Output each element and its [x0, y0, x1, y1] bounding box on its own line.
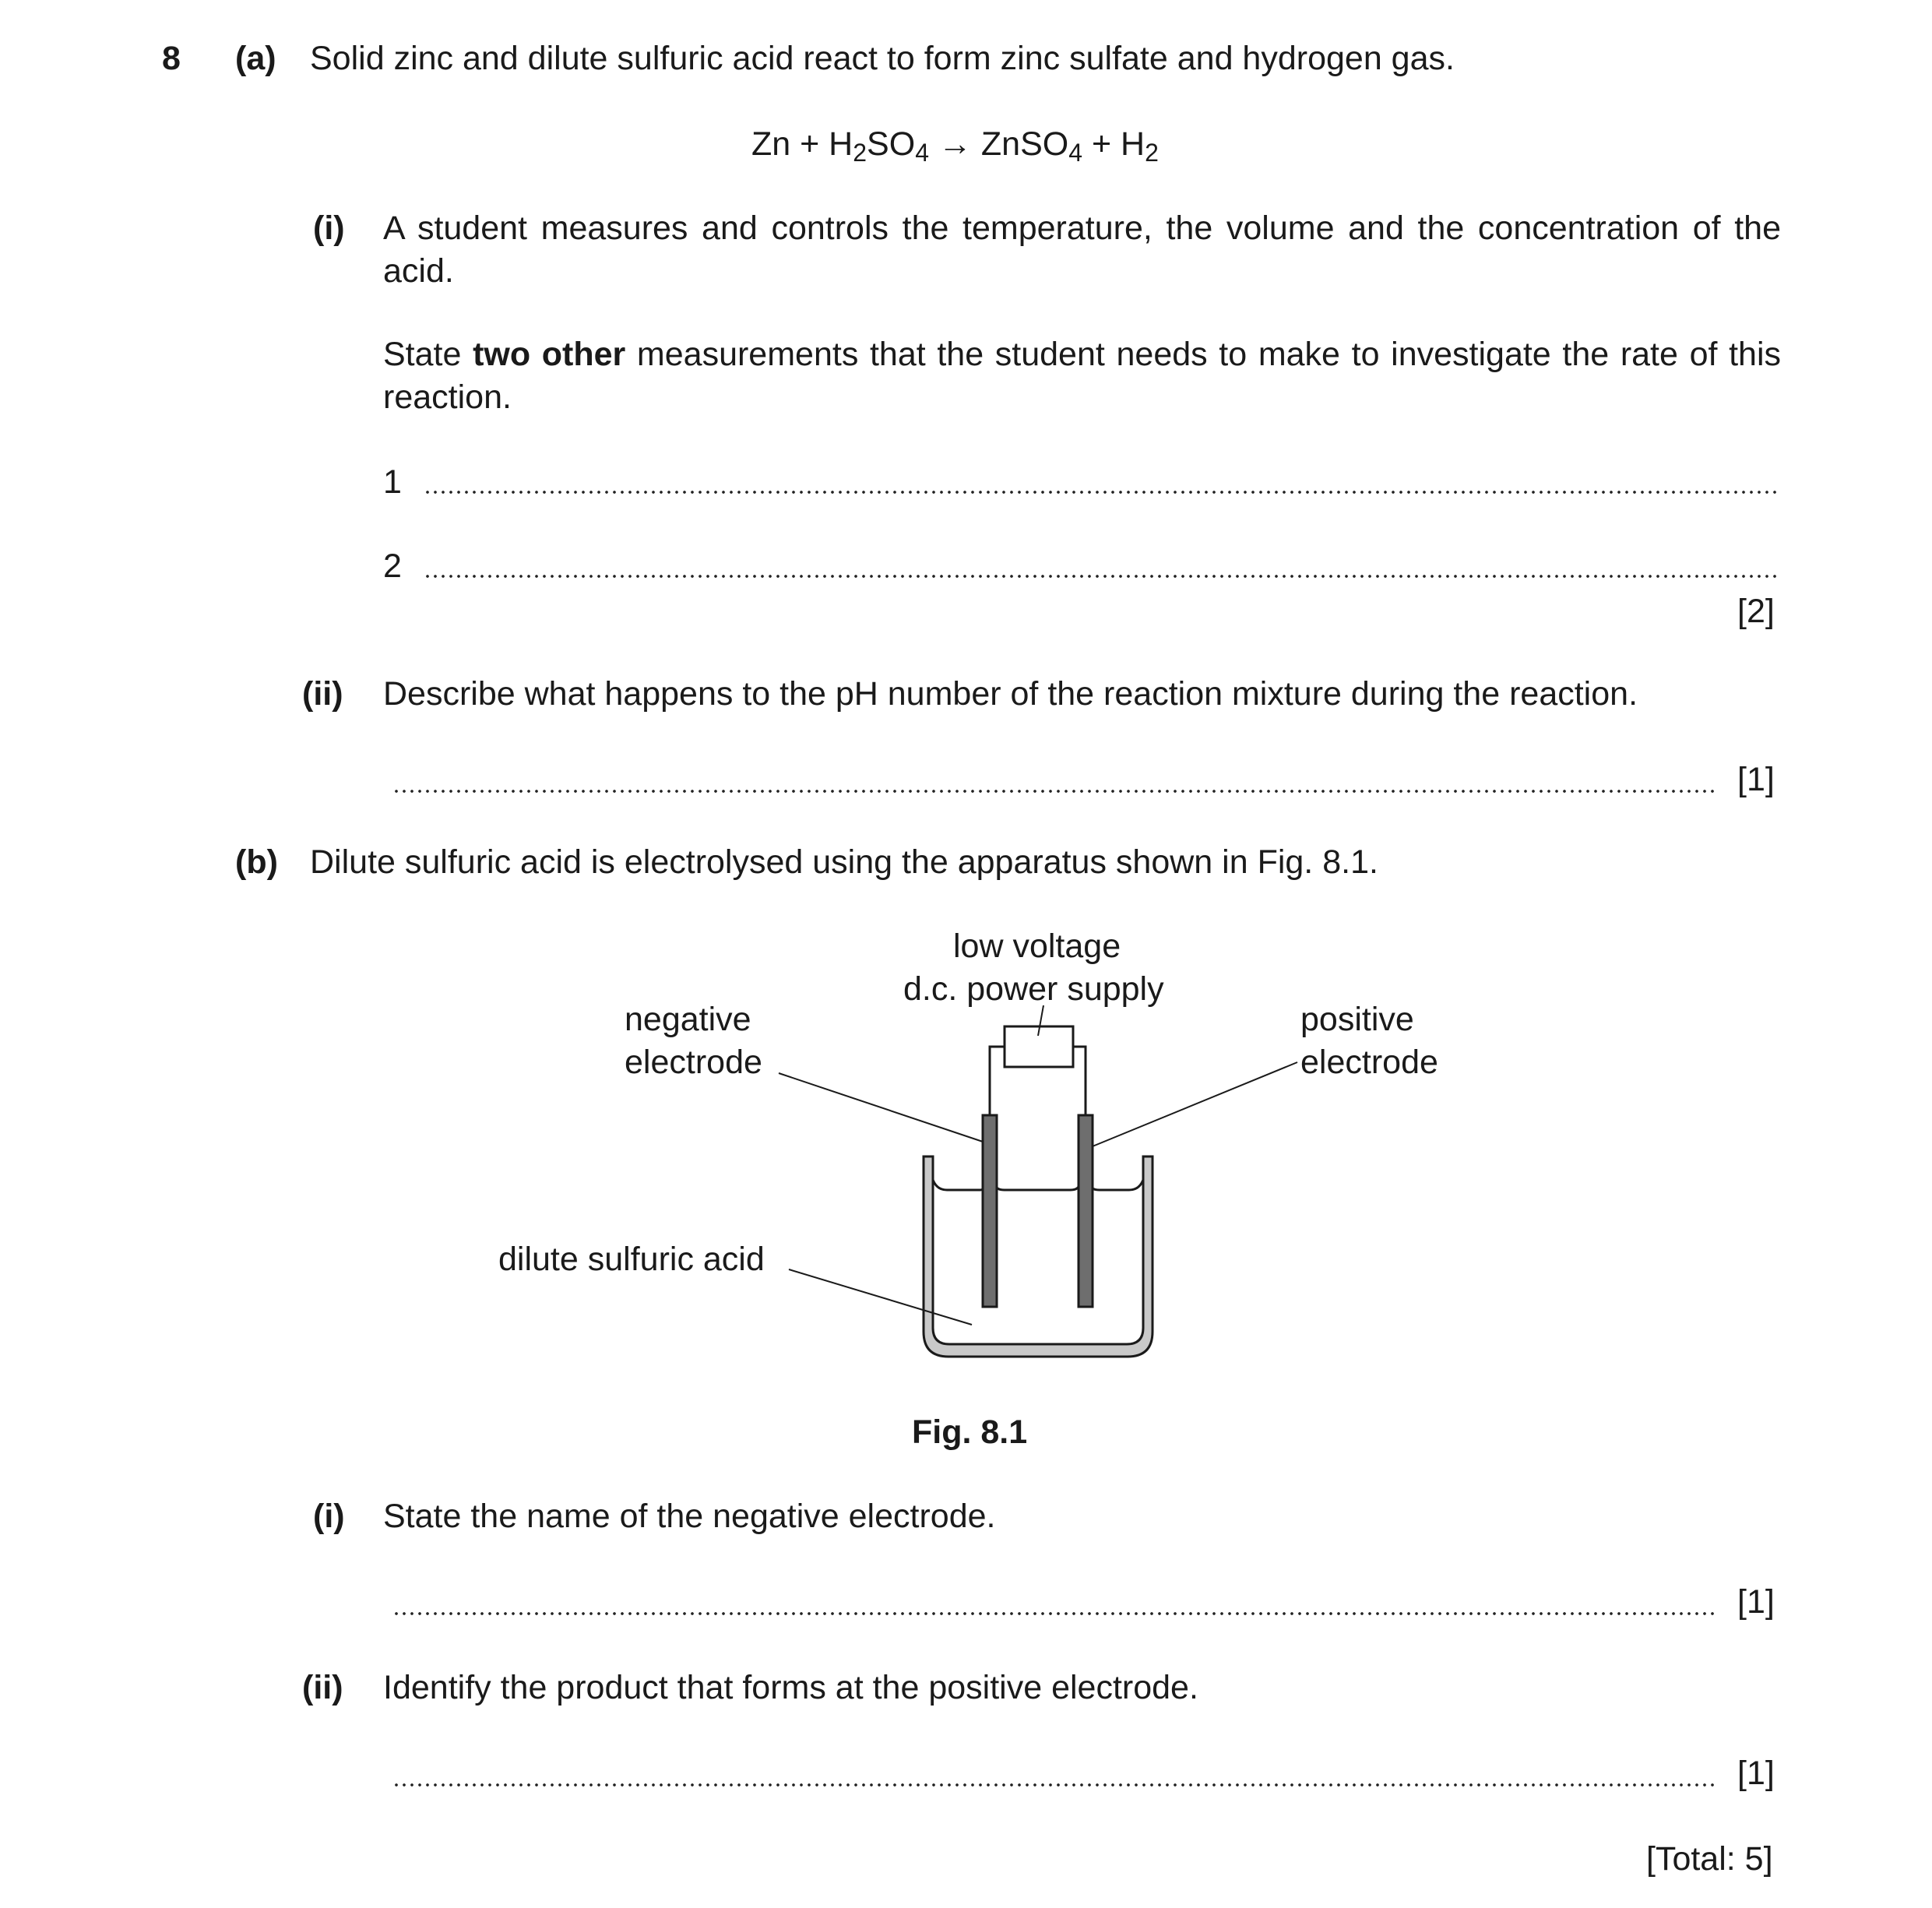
eq-product: ZnSO: [980, 125, 1069, 163]
acid-surface: [1090, 1180, 1143, 1190]
answer-line-b-ii[interactable]: [392, 1782, 1716, 1788]
label-positive-line1: positive: [1300, 1001, 1414, 1038]
answer-line-b-i[interactable]: [392, 1611, 1716, 1617]
label-negative-line2: electrode: [625, 1044, 762, 1081]
marks-b-ii: [1]: [1737, 1755, 1775, 1792]
label-power-line2: d.c. power supply: [903, 970, 1164, 1008]
part-b-label: (b): [235, 843, 278, 881]
marks-a-i: [2]: [1737, 593, 1775, 630]
wire: [990, 1047, 1005, 1115]
answer-line-number: 2: [383, 547, 402, 585]
marks-b-i: [1]: [1737, 1583, 1775, 1621]
eq-arrow: →: [928, 125, 981, 163]
eq-sulfate: SO: [867, 125, 916, 163]
negative-electrode: [983, 1115, 997, 1307]
eq-reactants: Zn + H: [751, 125, 853, 163]
eq-subscript: 2: [1145, 139, 1159, 167]
instruction-text: measurements that the student needs to make to investigate the rate of this reaction.: [383, 336, 1782, 416]
part-b-text: Dilute sulfuric acid is electrolysed using the apparatus shown in Fig. 8.1.: [310, 843, 1378, 881]
leader-line: [1093, 1062, 1297, 1146]
acid-surface: [995, 1184, 1079, 1190]
part-b-ii-text: Identify the product that forms at the positive electrode.: [383, 1669, 1198, 1706]
instruction-text: State: [383, 336, 473, 373]
positive-electrode: [1079, 1115, 1093, 1307]
figure-caption: Fig. 8.1: [912, 1413, 1028, 1451]
eq-subscript: 4: [915, 139, 929, 167]
label-power-line1: low voltage: [953, 928, 1121, 965]
part-b-i-text: State the name of the negative electrode.: [383, 1498, 996, 1535]
leader-line: [789, 1269, 972, 1325]
part-a-i-text: A student measures and controls the temperature, the volume and the concentration of the acid.: [383, 209, 1781, 290]
part-b-ii-label: (ii): [302, 1669, 343, 1706]
marks-a-ii: [1]: [1737, 761, 1775, 798]
part-a-ii-label: (ii): [302, 675, 343, 713]
part-a-label: (a): [235, 40, 276, 77]
label-negative-line1: negative: [625, 1001, 751, 1038]
eq-subscript: 4: [1068, 139, 1082, 167]
instruction-emphasis: two other: [473, 336, 626, 373]
part-a-i-label: (i): [313, 209, 345, 247]
part-b-i-label: (i): [313, 1498, 345, 1535]
label-positive-line2: electrode: [1300, 1044, 1438, 1081]
part-a-ii-text: Describe what happens to the pH number of the reaction mixture during the reaction.: [383, 675, 1638, 713]
acid-surface: [933, 1180, 984, 1190]
part-a-text: Solid zinc and dilute sulfuric acid react to form zinc sulfate and hydrogen gas.: [310, 40, 1455, 77]
beaker: [924, 1156, 1153, 1357]
eq-hydrogen: + H: [1082, 125, 1145, 163]
wire: [1073, 1047, 1086, 1115]
eq-subscript: 2: [853, 139, 867, 167]
label-acid: dilute sulfuric acid: [498, 1241, 765, 1278]
leader-line: [779, 1073, 983, 1142]
answer-line-number: 1: [383, 463, 402, 501]
total-marks: [Total: 5]: [1646, 1840, 1773, 1878]
question-number: 8: [162, 40, 181, 77]
